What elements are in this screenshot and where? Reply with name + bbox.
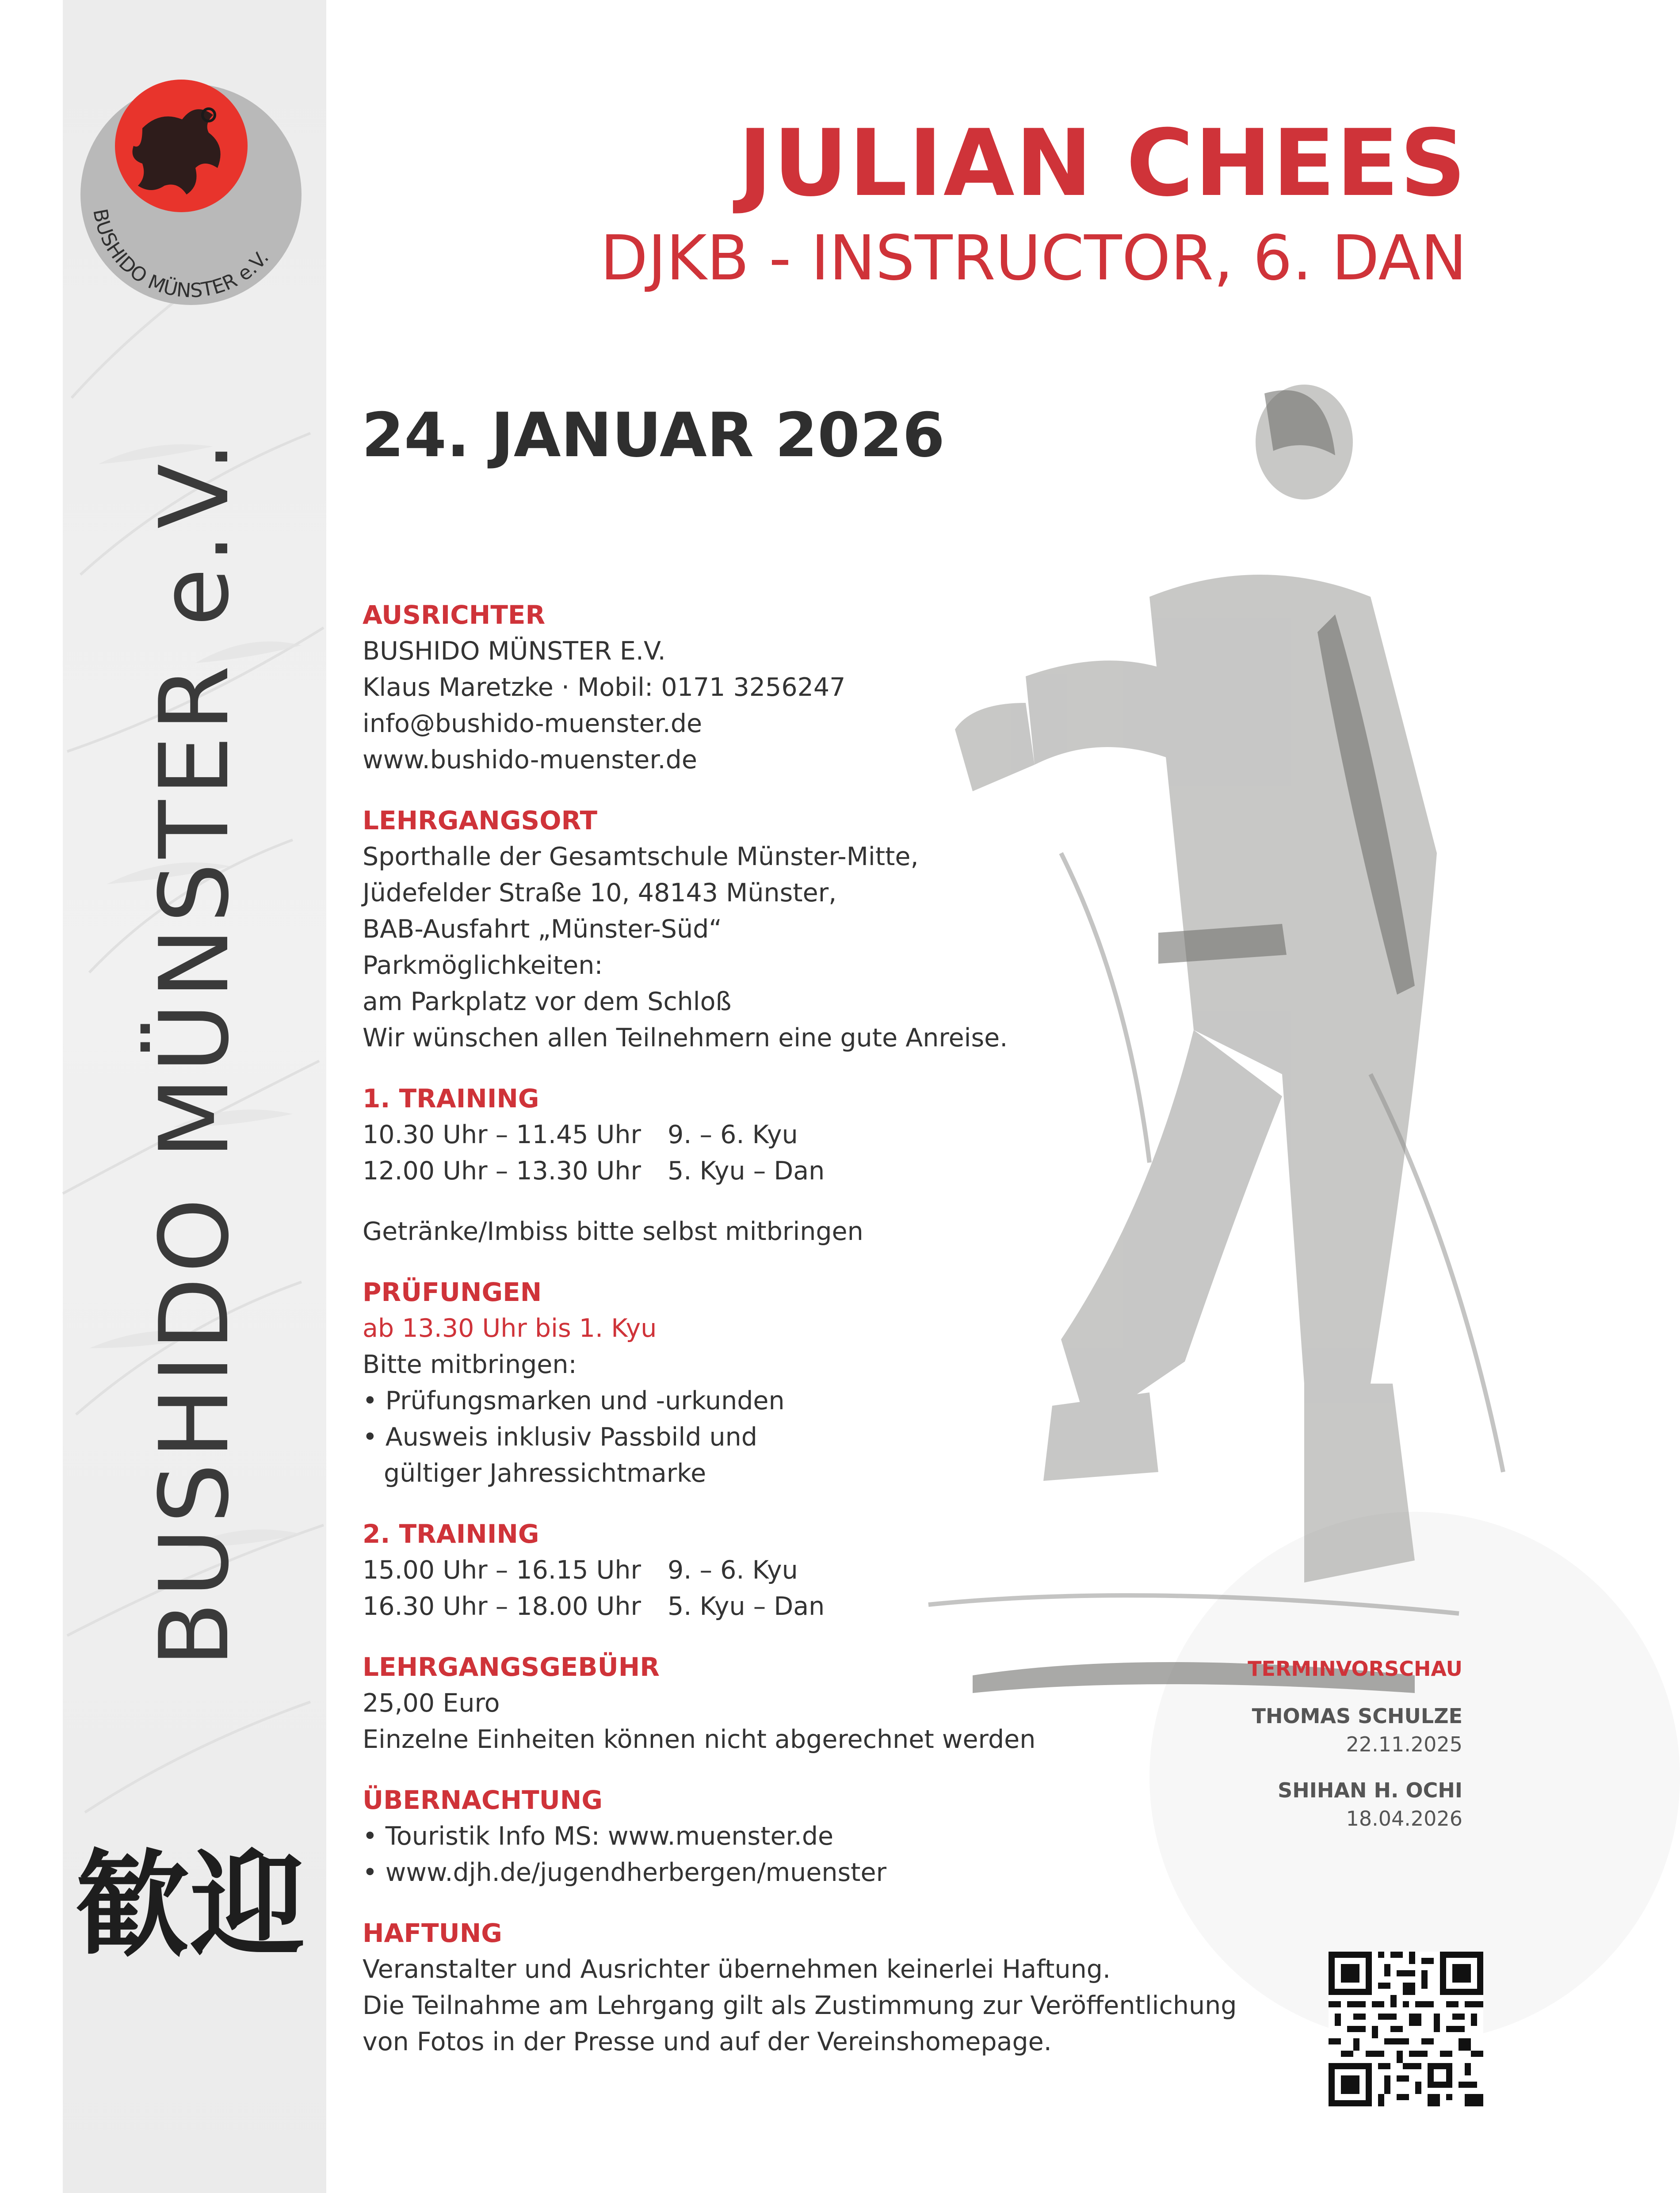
event-name: SHIHAN H. OCHI <box>1278 1778 1462 1802</box>
section-getraenke <box>363 1213 1247 1250</box>
upcoming-heading: TERMINVORSCHAU <box>1248 1657 1462 1681</box>
organizer-name: BUSHIDO MÜNSTER E.V. <box>363 637 666 666</box>
schedule-group: 9. – 6. Kyu <box>668 1556 798 1585</box>
instructor-rank: DJKB - INSTRUCTOR, 6. DAN <box>600 222 1467 294</box>
section-lehrgangsort <box>363 802 1247 1056</box>
qr-code[interactable] <box>1329 1952 1483 2106</box>
section-heading: 2. TRAINING <box>363 1519 539 1549</box>
vertical-club-name: BUSHIDO MÜNSTER e.V. <box>139 437 250 1667</box>
liability-line: Veranstalter und Ausrichter übernehmen keinerlei Haftung. <box>363 1955 1111 1984</box>
location-line: Sporthalle der Gesamtschule Münster-Mitte, <box>363 842 919 871</box>
instructor-name: JULIAN CHEES <box>738 110 1467 217</box>
section-ausrichter <box>363 597 1247 778</box>
club-logo <box>76 80 306 309</box>
organizer-contact: Klaus Maretzke · Mobil: 0171 3256247 <box>363 673 846 702</box>
event-date-small: 18.04.2026 <box>1346 1807 1462 1831</box>
location-line: Parkmöglichkeiten: <box>363 951 603 980</box>
section-uebernachtung <box>363 1782 1247 1891</box>
exam-item: gültiger Jahressichtmarke <box>384 1459 706 1488</box>
svg-text:歓迎: 歓迎 <box>75 1838 305 1972</box>
event-name: THOMAS SCHULZE <box>1252 1704 1462 1728</box>
section-heading: 1. TRAINING <box>363 1083 539 1114</box>
logo-text: BUSHIDO MÜNSTER e.V. <box>88 207 274 302</box>
accommodation-link[interactable]: • Touristik Info MS: www.muenster.de <box>363 1822 834 1851</box>
schedule-time: 12.00 Uhr – 13.30 Uhr <box>363 1156 641 1186</box>
organizer-website[interactable]: www.bushido-muenster.de <box>363 745 697 774</box>
event-date: 24. JANUAR 2026 <box>362 400 945 471</box>
liability-line: Die Teilnahme am Lehrgang gilt als Zustimmung zur Veröffentlichung <box>363 1991 1237 2020</box>
fee-amount: 25,00 Euro <box>363 1689 500 1718</box>
section-training-1 <box>363 1080 1247 1189</box>
schedule-row <box>363 1588 1247 1625</box>
location-line: am Parkplatz vor dem Schloß <box>363 987 732 1016</box>
section-heading: LEHRGANGSGEBÜHR <box>363 1652 660 1682</box>
location-line: BAB-Ausfahrt „Münster-Süd“ <box>363 915 722 944</box>
schedule-group: 5. Kyu – Dan <box>668 1592 825 1621</box>
section-training-2 <box>363 1516 1247 1625</box>
schedule-time: 15.00 Uhr – 16.15 Uhr <box>363 1556 641 1585</box>
location-line: Wir wünschen allen Teilnehmern eine gute Anreise. <box>363 1023 1008 1053</box>
schedule-time: 10.30 Uhr – 11.45 Uhr <box>363 1120 641 1149</box>
schedule-row <box>363 1117 1247 1153</box>
section-heading: HAFTUNG <box>363 1918 502 1948</box>
exam-time: ab 13.30 Uhr bis 1. Kyu <box>363 1314 657 1343</box>
event-date-small: 22.11.2025 <box>1346 1732 1462 1756</box>
section-heading: LEHRGANGSORT <box>363 805 598 835</box>
exam-item: • Ausweis inklusiv Passbild und <box>363 1423 757 1452</box>
organizer-email[interactable]: info@bushido-muenster.de <box>363 709 703 738</box>
section-heading: ÜBERNACHTUNG <box>363 1785 603 1815</box>
location-line: Jüdefelder Straße 10, 48143 Münster, <box>363 878 837 908</box>
schedule-group: 5. Kyu – Dan <box>668 1156 825 1186</box>
drinks-note: Getränke/Imbiss bitte selbst mitbringen <box>363 1217 863 1246</box>
section-heading: PRÜFUNGEN <box>363 1277 542 1307</box>
section-gebuehr <box>363 1649 1247 1758</box>
accommodation-link[interactable]: • www.djh.de/jugendherbergen/muenster <box>363 1858 887 1887</box>
fee-note: Einzelne Einheiten können nicht abgerechnet werden <box>363 1725 1036 1754</box>
schedule-row <box>363 1552 1247 1588</box>
section-pruefungen <box>363 1274 1247 1491</box>
upcoming-events <box>1197 1653 1462 1850</box>
event-details <box>363 597 1247 2084</box>
exam-bring-label: Bitte mitbringen: <box>363 1350 577 1379</box>
schedule-group: 9. – 6. Kyu <box>668 1120 798 1149</box>
kanji-calligraphy <box>75 1826 305 2091</box>
schedule-time: 16.30 Uhr – 18.00 Uhr <box>363 1592 641 1621</box>
section-haftung <box>363 1915 1247 2060</box>
exam-item: • Prüfungsmarken und -urkunden <box>363 1386 785 1415</box>
schedule-row <box>363 1153 1247 1189</box>
section-heading: AUSRICHTER <box>363 600 546 630</box>
liability-line: von Fotos in der Presse und auf der Vereinshomepage. <box>363 2027 1052 2056</box>
